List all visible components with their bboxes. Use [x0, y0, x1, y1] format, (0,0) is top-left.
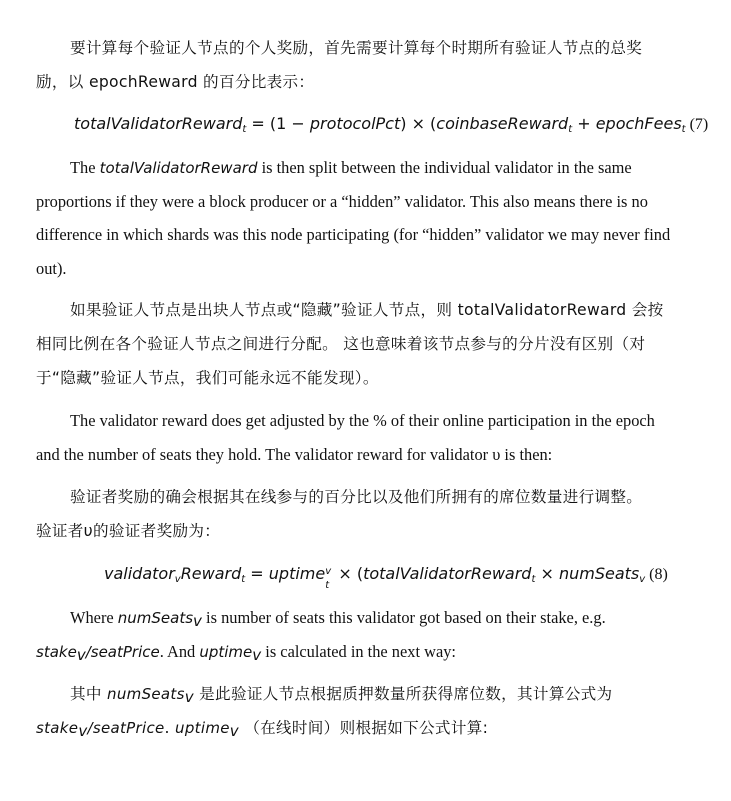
equation-7 [74, 113, 708, 136]
paragraph-6-line-2 [36, 642, 691, 662]
paragraph-1-line-2: 励，以 epochReward 的百分比表示： [36, 73, 315, 91]
eq7-number: (7) [685, 116, 709, 133]
eq8-numseats: numSeats [558, 564, 640, 583]
eq7-lhs: totalValidatorReward [74, 114, 243, 133]
eq7-plus: + [572, 114, 596, 133]
eq8-eqsign: = [245, 564, 269, 583]
eq8-total-sub: t [531, 574, 536, 585]
p2-math-total: totalValidatorReward [99, 159, 258, 177]
p6-math-numseats-sub: v [193, 612, 202, 630]
p6-math-uptime-sub: v [252, 646, 262, 664]
p6-math-seatprice: /seatPrice [85, 643, 160, 661]
p7-text-b: 是此验证人节点根据质押数量所获得席位数，其计算公式为 [193, 685, 613, 703]
paragraph-6-line-1 [70, 608, 691, 628]
eq8-number: (8) [645, 566, 668, 583]
p7-text-d: （在线时间）则根据如下公式计算: [238, 719, 489, 737]
paragraph-2-line-1 [70, 158, 691, 178]
equation-8 [104, 563, 668, 591]
p6-text-a: Where [70, 608, 118, 627]
p6-math-stake: stake [36, 643, 77, 661]
p2-text-b: is then split between the individual validator in the same [257, 158, 632, 177]
p2-text-a: The [70, 158, 100, 177]
eq8-total: totalValidatorReward [363, 564, 532, 583]
eq7-eqsign: = (1 − [246, 114, 310, 133]
eq8-uptime-sup: v [325, 566, 332, 577]
p6-text-b: is number of seats this validator got based on their stake, e.g. [201, 608, 606, 627]
paragraph-3-line-3: 于“隐藏”验证人节点，我们可能永远不能发现）。 [36, 369, 379, 387]
p6-text-c: . And [159, 642, 200, 661]
eq8-reward: Reward [180, 564, 242, 583]
p6-math-uptime: uptime [199, 643, 253, 661]
eq8-numseats-sub: v [639, 574, 646, 585]
eq8-times1: × ( [333, 564, 364, 583]
p6-text-d: is calculated in the next way: [261, 642, 456, 661]
eq7-protocolpct: protocolPct [309, 114, 401, 133]
paragraph-2-line-4: out). [36, 259, 67, 278]
p7-text-a: 其中 [70, 685, 108, 703]
p7-math-stake: stake [36, 719, 79, 737]
p6-math-stake-sub: v [76, 646, 86, 664]
eq8-validator: validator [104, 564, 175, 583]
p7-math-uptime-sub: v [229, 722, 239, 740]
paragraph-3-line-2: 相同比例在各个验证人节点之间进行分配。 这也意味着该节点参与的分片没有区别（对 [36, 335, 646, 353]
p7-math-numseats: numSeats [107, 685, 185, 703]
eq8-times2: × [535, 564, 559, 583]
p7-math-stake-sub: v [78, 722, 88, 740]
eq7-coinbase: coinbaseReward [436, 114, 569, 133]
paragraph-7-line-1 [70, 684, 691, 704]
paragraph-4-line-2: and the number of seats they hold. The validator reward for validator υ is then: [36, 445, 553, 464]
p7-math-numseats-sub: v [184, 688, 194, 706]
eq8-validator-sub: v [174, 574, 181, 585]
eq8-reward-sub: t [241, 574, 246, 585]
eq7-coinbase-sub: t [568, 124, 573, 135]
paragraph-7-line-2 [36, 718, 691, 738]
eq7-mid: ) × ( [400, 114, 437, 133]
paragraph-3-line-1: 如果验证人节点是出块人节点或“隐藏”验证人节点，则 totalValidatorReward 会按 [70, 301, 664, 319]
p7-math-uptime: uptime [175, 719, 230, 737]
p7-text-c: . [164, 719, 176, 737]
p7-math-seatprice: /seatPrice [87, 719, 165, 737]
paragraph-5-line-2: 验证者υ的验证者奖励为： [36, 522, 221, 540]
eq8-uptime-sub: t [325, 580, 330, 591]
paragraph-2-line-3: difference in which shards was this node participating (for “hidden” validator we may never find [36, 225, 671, 244]
paragraph-2-line-2: proportions if they were a block producer or a “hidden” validator. This also means there is no [36, 192, 648, 211]
paragraph-1-line-1: 要计算每个验证人节点的个人奖励，首先需要计算每个时期所有验证人节点的总奖 [70, 39, 643, 57]
eq8-uptime-scripts [325, 566, 333, 591]
eq7-epochfees-sub: t [681, 124, 686, 135]
p6-math-numseats: numSeats [117, 609, 194, 627]
paragraph-4-line-1: The validator reward does get adjusted by the % of their online participation in the epoch [70, 411, 655, 430]
paragraph-5-line-1: 验证者奖励的确会根据其在线参与的百分比以及他们所拥有的席位数量进行调整。 [70, 488, 643, 506]
eq7-epochfees: epochFees [595, 114, 682, 133]
eq8-uptime: uptime [268, 564, 326, 583]
eq7-lhs-sub: t [242, 124, 247, 135]
